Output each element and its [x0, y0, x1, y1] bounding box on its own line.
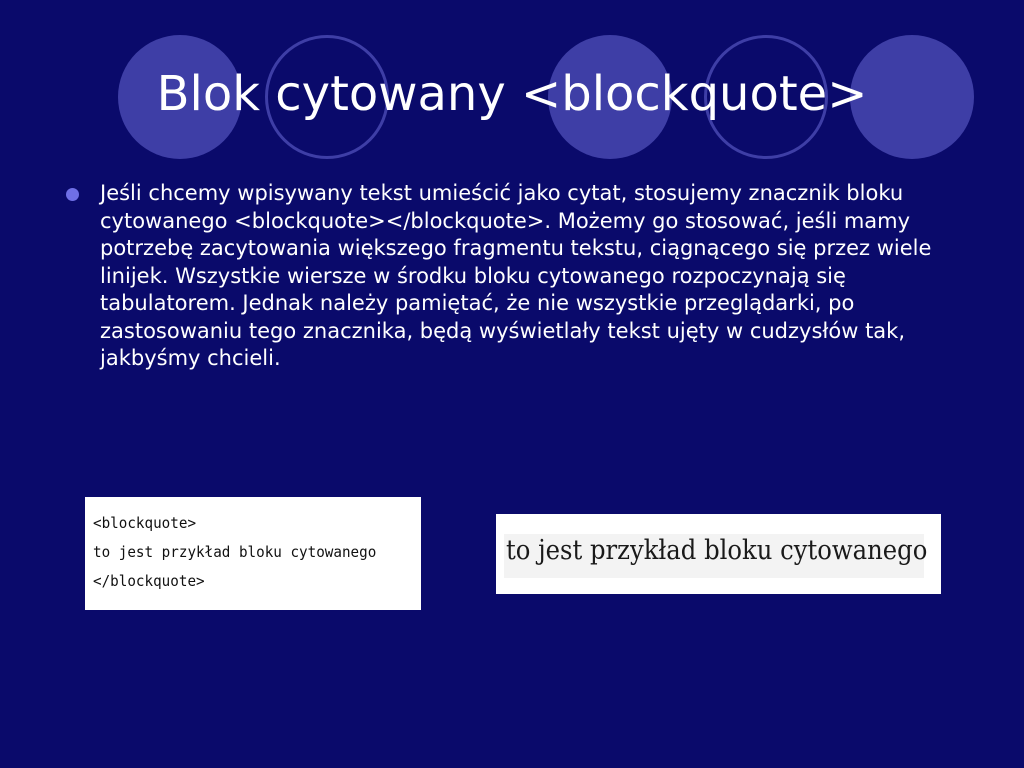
code-example-image: [85, 497, 421, 610]
bullet-dot-icon: [66, 188, 79, 201]
slide-title: Blok cytowany <blockquote>: [156, 66, 868, 122]
bullet-list: [64, 180, 944, 373]
bullet-item: [64, 180, 944, 373]
code-line: <blockquote>: [93, 514, 197, 532]
rendered-example-text: to jest przykład bloku cytowanego: [506, 535, 928, 566]
rendered-example-image: [496, 514, 941, 594]
code-line: to jest przykład bloku cytowanego: [93, 543, 377, 561]
bullet-text: Jeśli chcemy wpisywany tekst umieścić jako cytat, stosujemy znacznik bloku cytowanego <blockquote></blockquote>. Możemy go stosować, jeśli mamy potrzebę zacytowania większego fragmentu tekstu, ciągnącego się przez wiele linijek. Wszystkie wiersze w środku bloku cytowanego rozpoczynają się tabulatorem. Jednak należy pamiętać, że nie wszystkie przeglądarki, po zastosowaniu tego znacznika, będą wyświetlały tekst ujęty w cudzysłów tak, jakbyśmy chcieli.: [100, 181, 932, 370]
code-line: </blockquote>: [93, 572, 205, 590]
